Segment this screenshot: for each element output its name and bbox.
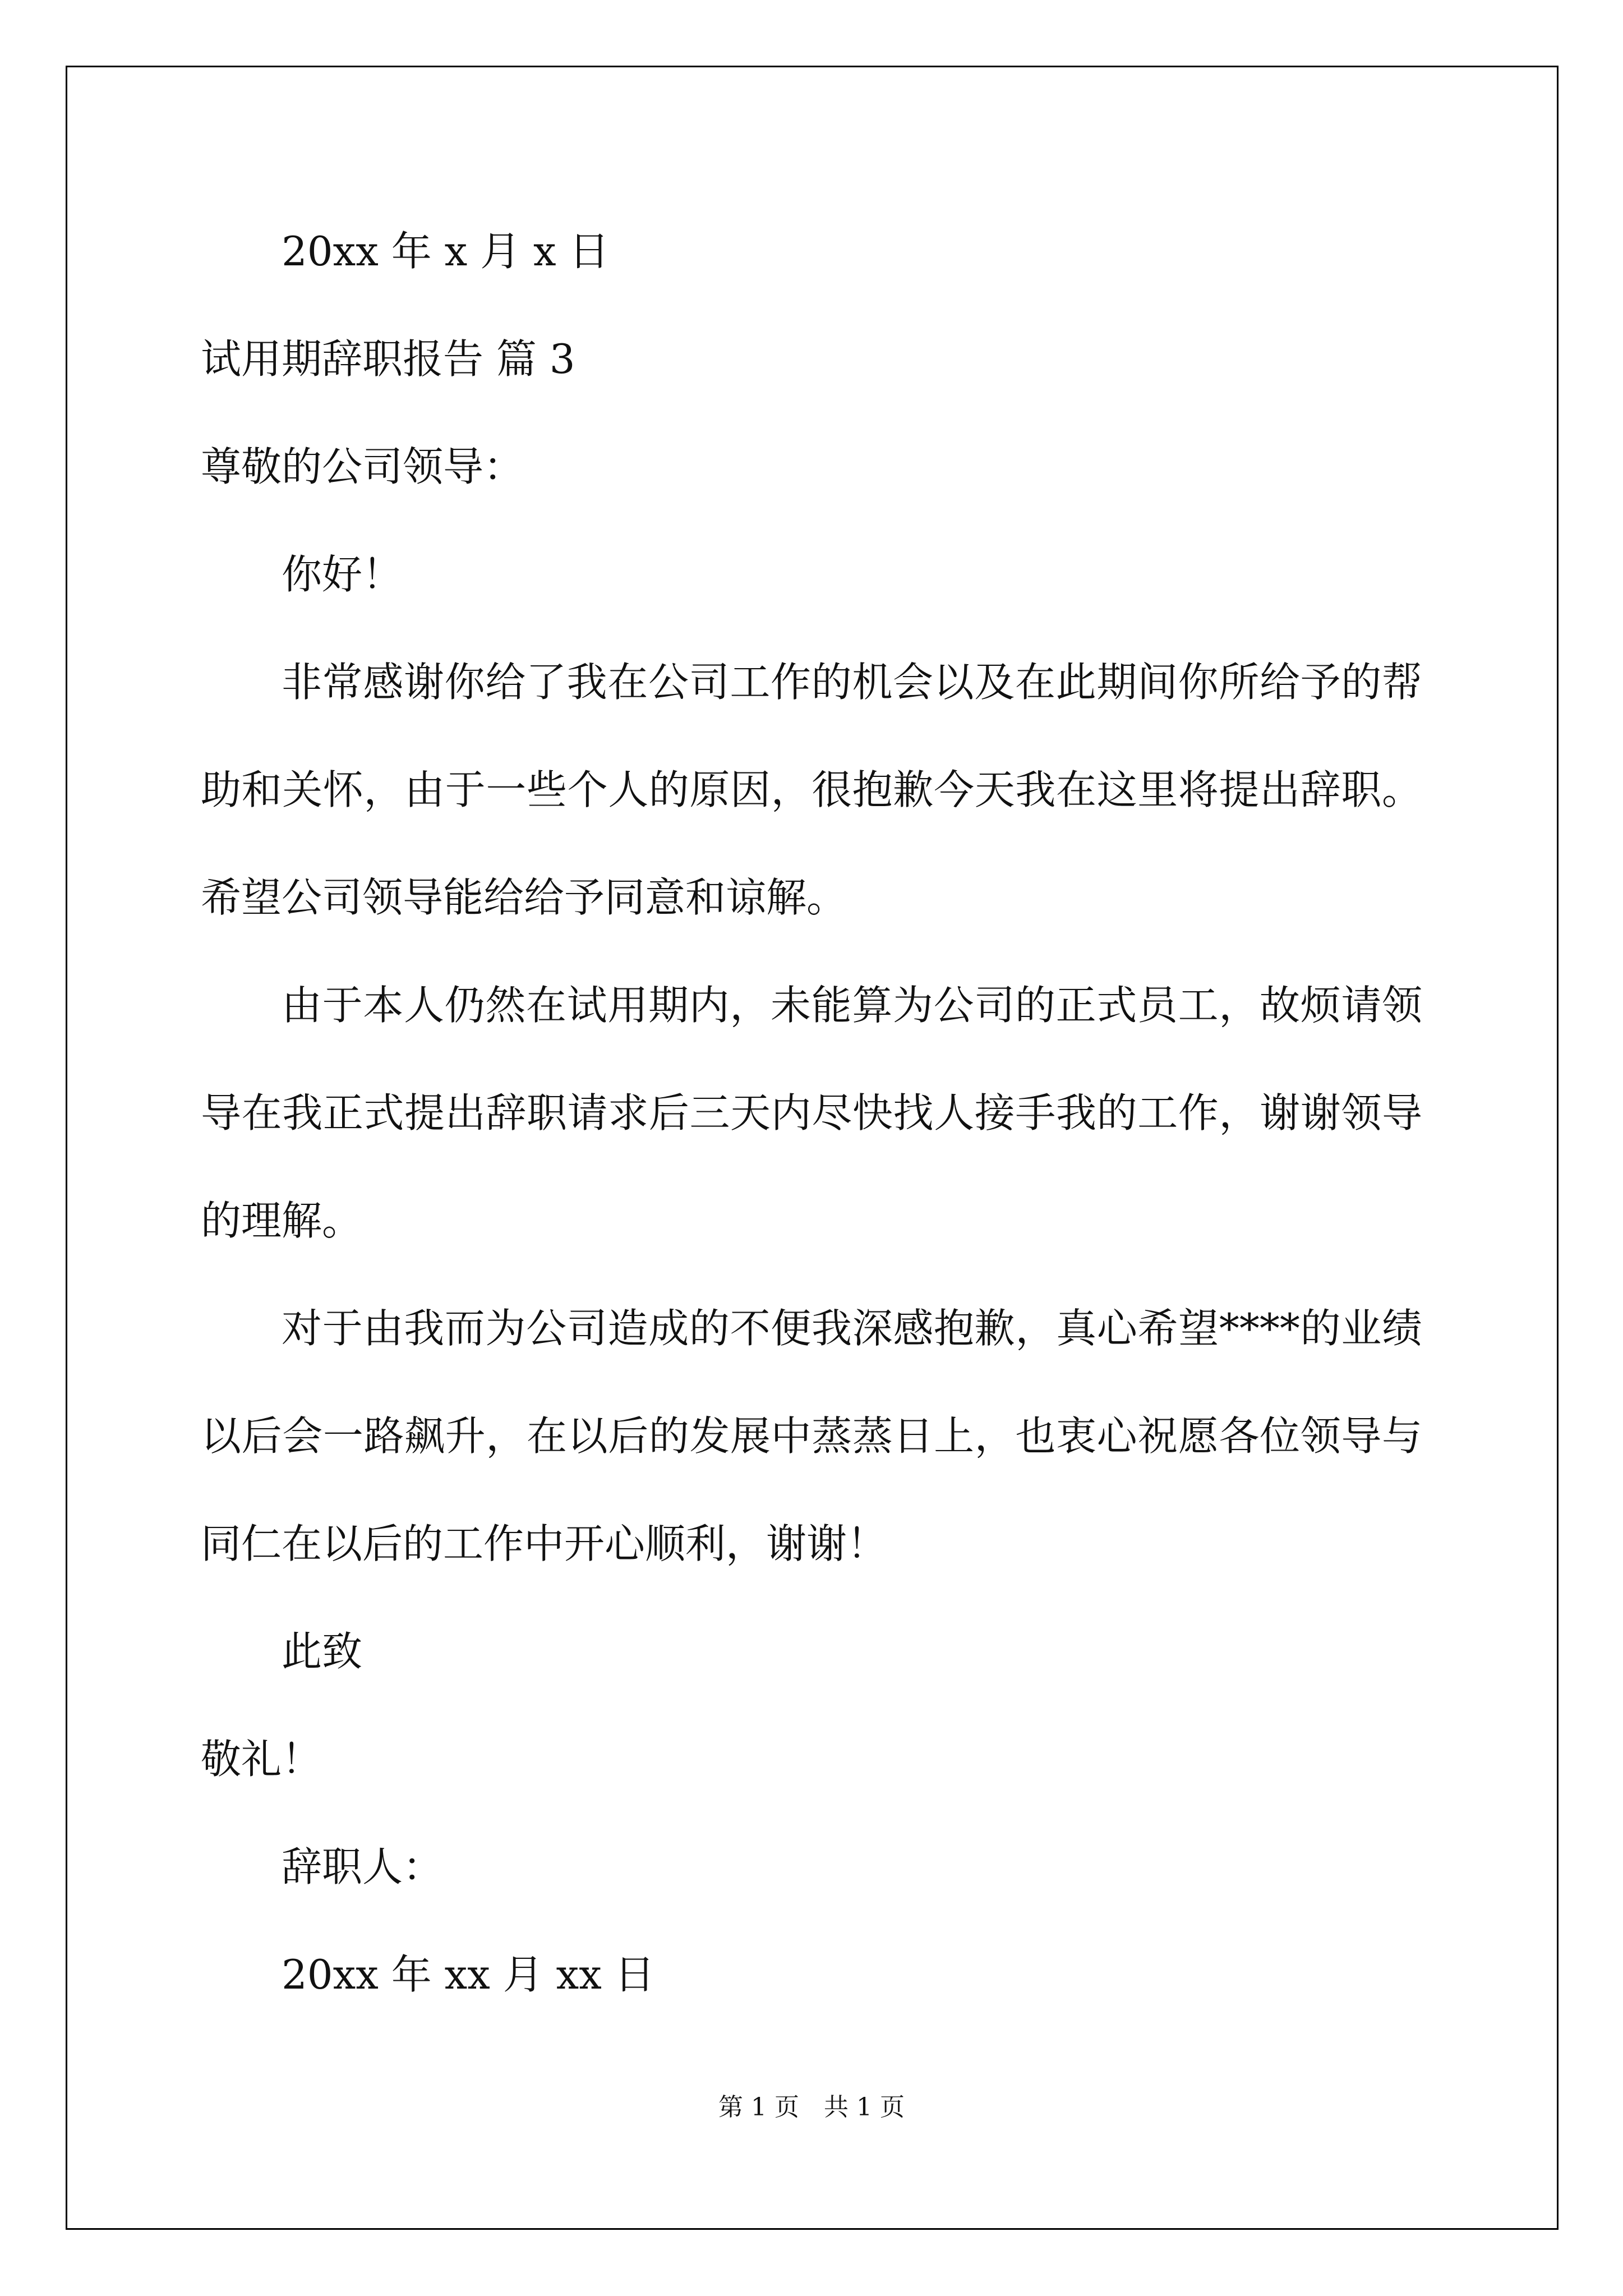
paragraph-2-line-2: 导在我正式提出辞职请求后三天内尽快找人接手我的工作，谢谢领导 [201,1089,1422,1137]
closing-2: 敬礼！ [201,1736,322,1783]
paragraph-3-line-1: 对于由我而为公司造成的不便我深感抱歉，真心希望****的业绩 [282,1305,1422,1352]
paragraph-1-line-3: 希望公司领导能给给予同意和谅解。 [201,874,847,921]
date-top: 20xx 年 x 月 x 日 [282,228,610,275]
closing-1: 此致 [282,1628,363,1675]
greeting: 你好！ [282,551,403,598]
paragraph-1-line-2: 助和关怀，由于一些个人的原因，很抱歉今天我在这里将提出辞职。 [201,766,1422,813]
page-footer: 第 1 页 共 1 页 [718,2093,905,2122]
date-bottom: 20xx 年 xx 月 xx 日 [282,1951,655,1998]
paragraph-3-line-2: 以后会一路飙升，在以后的发展中蒸蒸日上，也衷心祝愿各位领导与 [201,1412,1422,1460]
paragraph-3-line-3: 同仁在以后的工作中开心顺利，谢谢！ [201,1520,888,1567]
paragraph-1-line-1: 非常感谢你给了我在公司工作的机会以及在此期间你所给予的帮 [282,659,1422,706]
salutation: 尊敬的公司领导： [201,443,524,490]
signer-label: 辞职人： [282,1843,444,1890]
paragraph-2-line-1: 由于本人仍然在试用期内，未能算为公司的正式员工，故烦请领 [282,982,1422,1029]
paragraph-2-line-3: 的理解。 [201,1197,363,1244]
section-title: 试用期辞职报告 篇 3 [201,335,575,383]
